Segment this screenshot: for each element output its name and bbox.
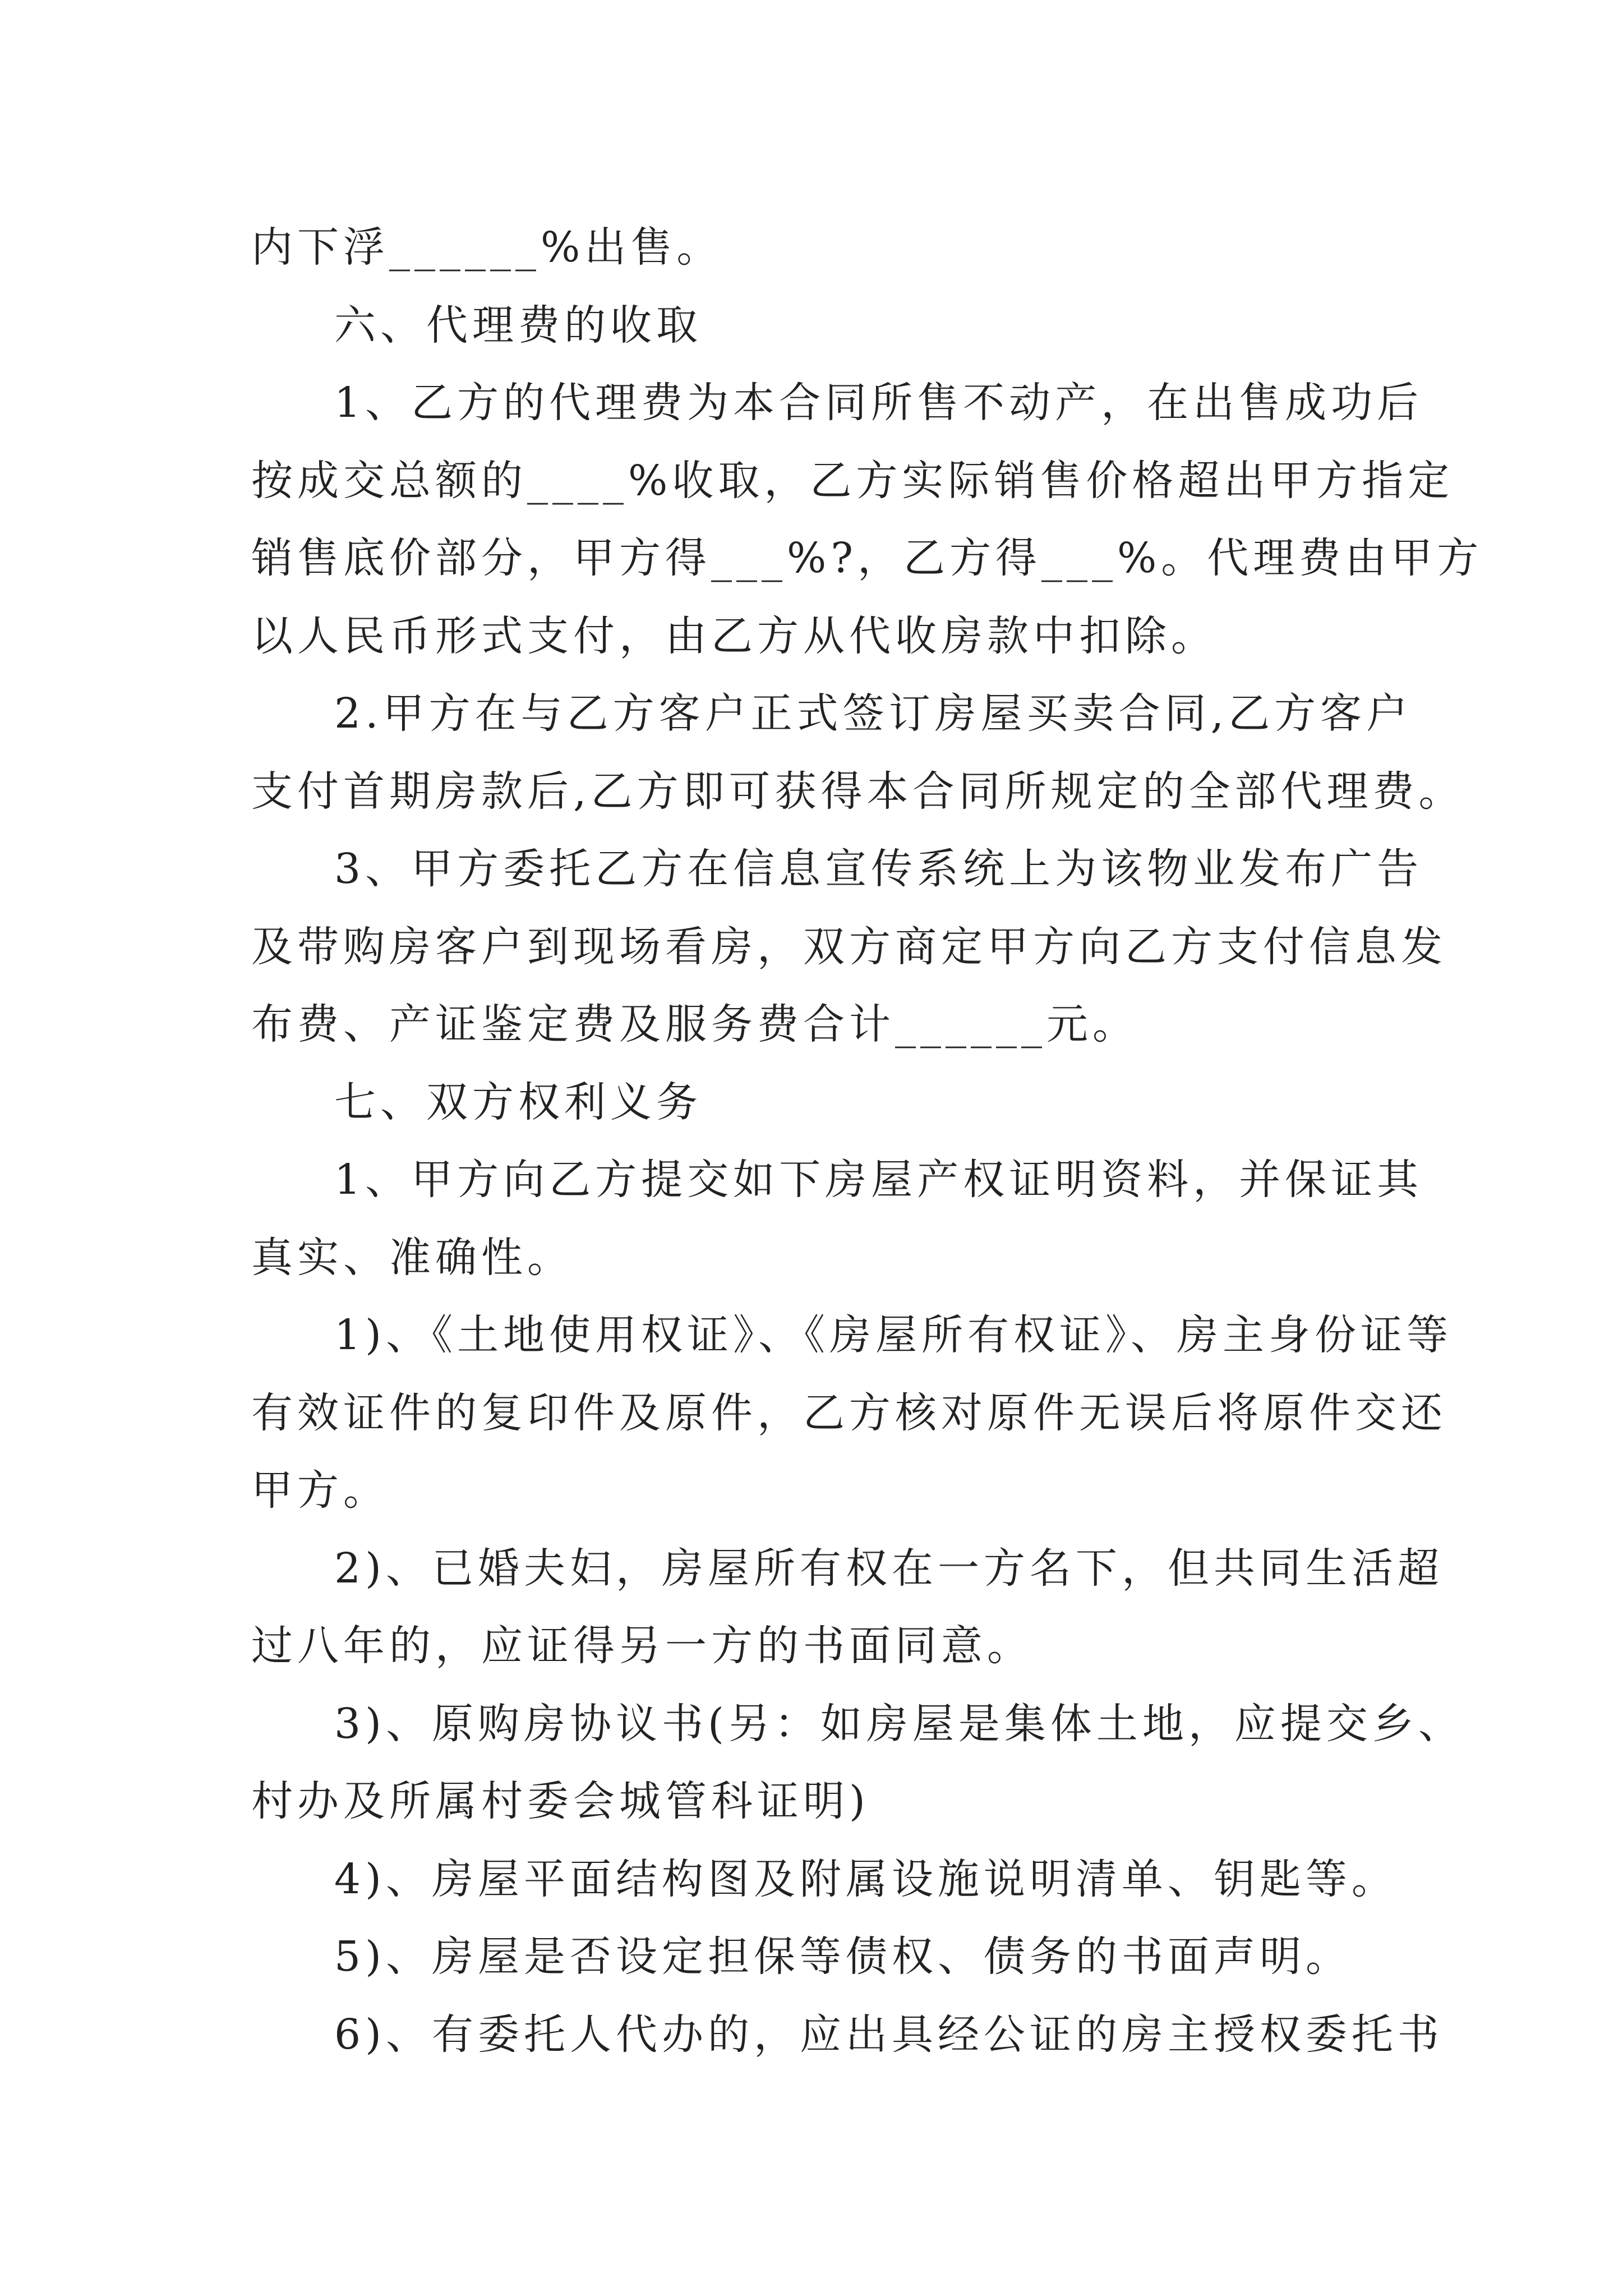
text-line: 按成交总额的____%收取，乙方实际销售价格超出甲方指定 xyxy=(251,456,1454,505)
text-line: 甲方。 xyxy=(251,1466,389,1515)
text-line: 真实、准确性。 xyxy=(251,1233,573,1282)
text-line: 3、甲方委托乙方在信息宣传系统上为该物业发布广告 xyxy=(334,845,1423,893)
text-line: 内下浮______%出售。 xyxy=(251,223,723,272)
text-line: 1、乙方的代理费为本合同所售不动产，在出售成功后 xyxy=(334,379,1423,427)
text-line: 2.甲方在与乙方客户正式签订房屋买卖合同,乙方客户 xyxy=(334,689,1413,738)
text-line: 5)、房屋是否设定担保等债权、债务的书面声明。 xyxy=(334,1932,1352,1981)
text-line: 以人民币形式支付，由乙方从代收房款中扣除。 xyxy=(251,611,1217,660)
section-heading-agency-fee: 六、代理费的收取 xyxy=(334,301,702,349)
text-line: 6)、有委托人代办的，应出具经公证的房主授权委托书 xyxy=(334,2010,1444,2059)
text-line: 3)、原购房协议书(另：如房屋是集体土地，应提交乡、 xyxy=(334,1699,1464,1748)
text-line: 1)、《土地使用权证》、《房屋所有权证》、房主身份证等 xyxy=(334,1311,1453,1359)
text-line: 4)、房屋平面结构图及附属设施说明清单、钥匙等。 xyxy=(334,1855,1398,1903)
text-line: 支付首期房款后,乙方即可获得本合同所规定的全部代理费。 xyxy=(251,767,1465,816)
text-line: 1、甲方向乙方提交如下房屋产权证明资料，并保证其 xyxy=(334,1156,1423,1204)
text-line: 布费、产证鉴定费及服务费合计______元。 xyxy=(251,1000,1138,1048)
text-line: 过八年的，应证得另一方的书面同意。 xyxy=(251,1622,1033,1670)
document-body xyxy=(251,209,1483,2073)
text-line: 2)、已婚夫妇，房屋所有权在一方名下，但共同生活超 xyxy=(334,1544,1444,1593)
text-line: 及带购房客户到现场看房，双方商定甲方向乙方支付信息发 xyxy=(251,922,1447,971)
text-line: 有效证件的复印件及原件，乙方核对原件无误后将原件交还 xyxy=(251,1388,1447,1437)
section-heading-rights-obligations: 七、双方权利义务 xyxy=(334,1078,702,1126)
text-line: 村办及所属村委会城管科证明) xyxy=(251,1777,870,1825)
text-line: 销售底价部分，甲方得___%?，乙方得___%。代理费由甲方 xyxy=(251,534,1483,582)
